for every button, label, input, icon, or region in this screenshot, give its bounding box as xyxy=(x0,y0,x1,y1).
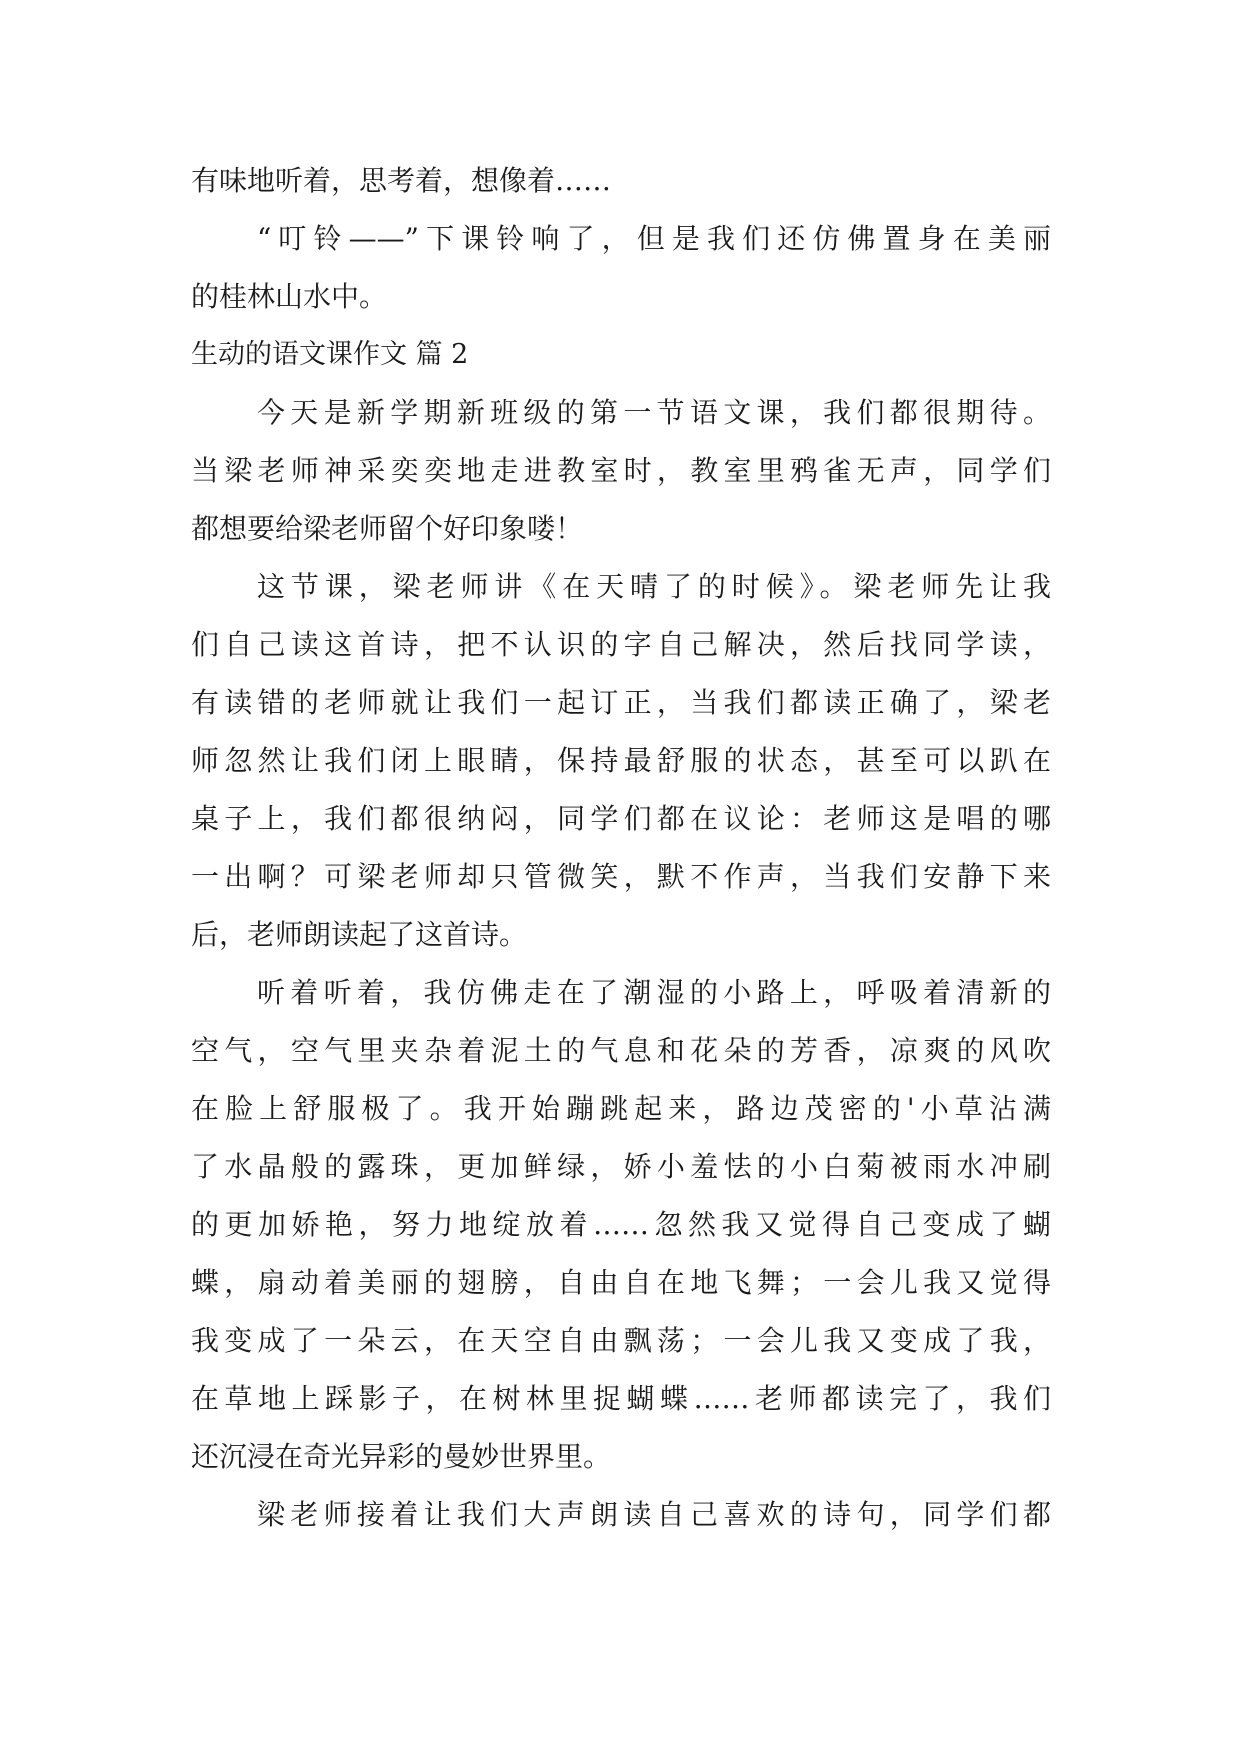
text-line: 的桂林山水中。 xyxy=(191,280,388,313)
text-line: 桌子上，我们都很纳闷，同学们都在议论：老师这是唱的哪 xyxy=(191,802,1051,835)
text-line: 梁老师接着让我们大声朗读自己喜欢的诗句，同学们都 xyxy=(257,1498,1051,1531)
text-line: 都想要给梁老师留个好印象喽！ xyxy=(191,512,584,545)
text-line: 们自己读这首诗，把不认识的字自己解决，然后找同学读， xyxy=(191,628,1051,661)
text-line: 蝶，扇动着美丽的翅膀，自由自在地飞舞；一会儿我又觉得 xyxy=(191,1266,1051,1299)
text-line: 在草地上踩影子，在树林里捉蝴蝶……老师都读完了，我们 xyxy=(191,1382,1051,1415)
text-line: 这节课，梁老师讲《在天晴了的时候》。梁老师先让我 xyxy=(257,570,1051,603)
text-line: 有味地听着，思考着，想像着…… xyxy=(191,164,612,197)
text-line: 空气，空气里夹杂着泥土的气息和花朵的芳香，凉爽的风吹 xyxy=(191,1034,1051,1067)
document-page xyxy=(191,152,1051,1544)
text-line: 的更加娇艳，努力地绽放着……忽然我又觉得自己变成了蝴 xyxy=(191,1208,1051,1241)
text-line: 有读错的老师就让我们一起订正，当我们都读正确了，梁老 xyxy=(191,686,1051,719)
text-line: 在脸上舒服极了。我开始蹦跳起来，路边茂密的'小草沾满 xyxy=(191,1092,1051,1125)
text-line: 今天是新学期新班级的第一节语文课，我们都很期待。 xyxy=(257,396,1051,429)
text-line: 后，老师朗读起了这首诗。 xyxy=(191,918,528,951)
text-line: 当梁老师神采奕奕地走进教室时，教室里鸦雀无声，同学们 xyxy=(191,454,1051,487)
text-line: 师忽然让我们闭上眼睛，保持最舒服的状态，甚至可以趴在 xyxy=(191,744,1051,777)
text-line: 还沉浸在奇光异彩的曼妙世界里。 xyxy=(191,1440,612,1473)
text-line: 一出啊？可梁老师却只管微笑，默不作声，当我们安静下来 xyxy=(191,860,1051,893)
text-line: 我变成了一朵云，在天空自由飘荡；一会儿我又变成了我， xyxy=(191,1324,1051,1357)
text-line: “叮铃——”下课铃响了，但是我们还仿佛置身在美丽 xyxy=(257,222,1051,255)
text-line: 听着听着，我仿佛走在了潮湿的小路上，呼吸着清新的 xyxy=(257,976,1051,1009)
section-heading: 生动的语文课作文 篇 2 xyxy=(191,339,469,370)
text-line: 了水晶般的露珠，更加鲜绿，娇小羞怯的小白菊被雨水冲刷 xyxy=(191,1150,1051,1183)
